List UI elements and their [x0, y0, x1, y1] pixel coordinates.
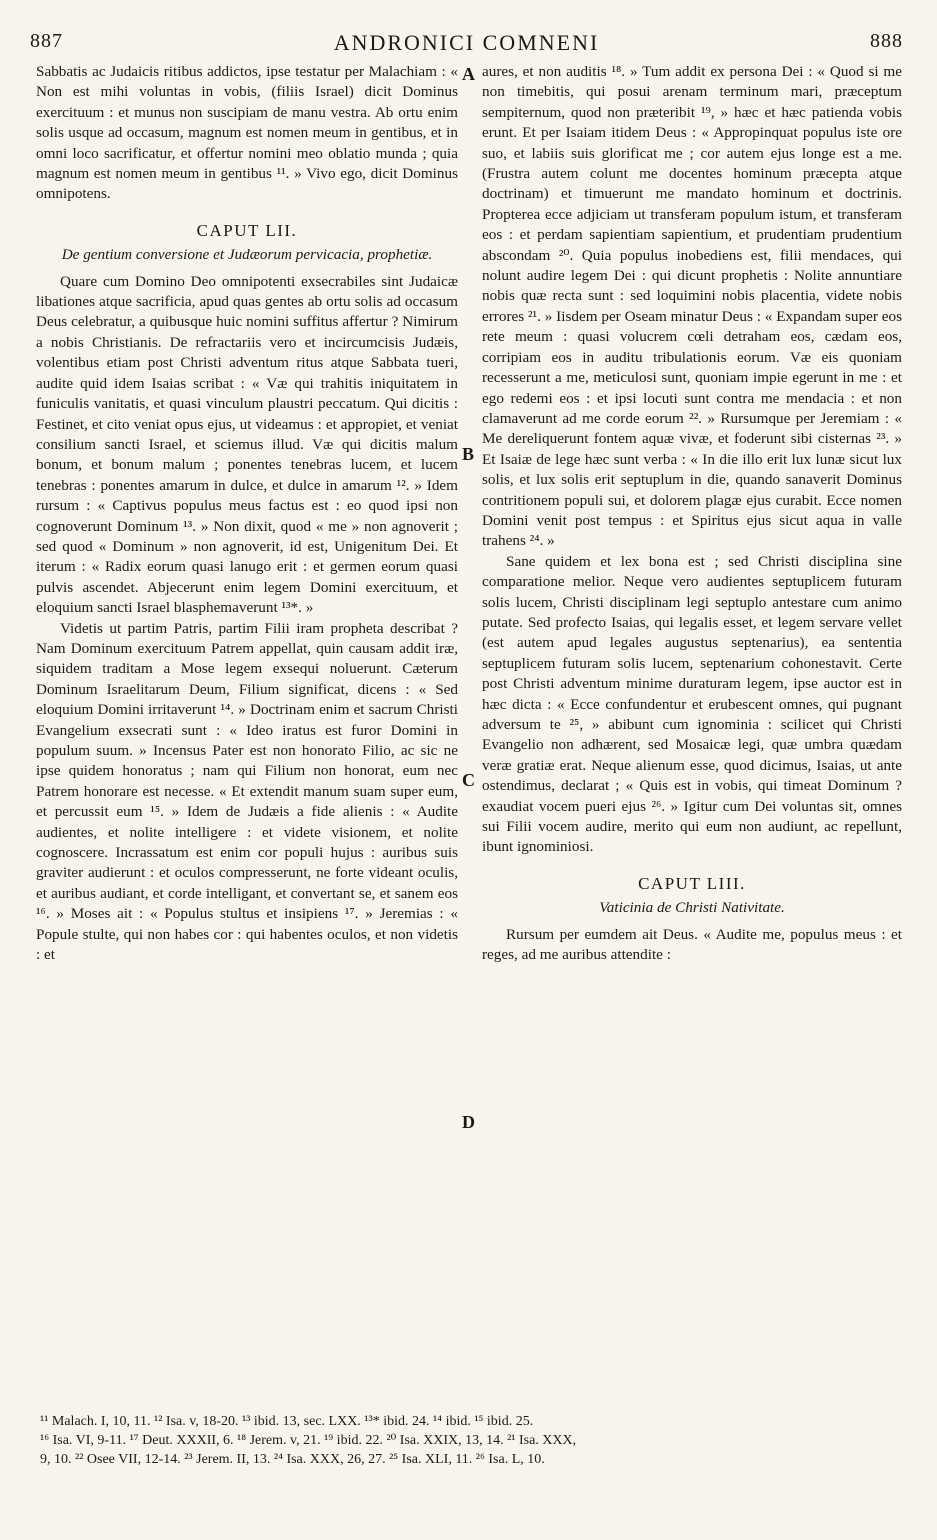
- margin-letter-d: D: [462, 1112, 475, 1132]
- paragraph: Videtis ut partim Patris, partim Filii iram propheta describat ? Nam Dominum exercituum Patrem appellat, quin causam addit iræ, siquidem traditam a Mose legem exsequi noluerunt. Cæterum Dominum Israelitarum Deum, Filium significat, dicens : « Sed eloquium Domini irritaverunt ¹⁴. » Doctrinam enim et sacrum Christi Evangelium exsecrati sunt : « Ideo iratus est furor Domini in populum suum. » Incensus Pater est non honorato Filio, ac sic ne ipse quidem honoratus ; nam qui Filium non honorat, eum nec Patrem honorare est necesse. « Et extendit manum suam super eum, et percussit eum ¹⁵. » Idem de Judæis a fide alienis : « Audite audientes, et nolite intelligere : et videte visionem, et nolite cognoscere. Incrassatum est enim cor populi hujus : auribus suis graviter audierunt : et oculos compresserunt, ne forte videant oculis, et auribus audiant, et corde intelligant, et convertant se, et sanem eos ¹⁶. » Moses ait : « Populus stultus et insipiens ¹⁷. » Jeremias : « Popule stulte, qui non habes cor : qui habentes oculos, et non videtis : et: [36, 619, 458, 964]
- page-number-left: 887: [30, 30, 63, 52]
- paragraph: Sane quidem et lex bona est ; sed Christi disciplina sine comparatione melior. Neque vero audientes septuplicem futuram solis lucem, Christi disciplinam legi septuplo antestare cum animo putate. Sed profecto Isaias, qui legalis esset, et legem servare vellet (est autem apud legales augustus septenarius), ea sententia septuplicem futuram solis lucem, septenarium cohonestavit. Certe post Christi adventum minime duraturam legem, ipse auctor est in hæc dicta : « Ecce confundentur et erubescent omnes, qui pugnant adversum te ²⁵, » abibunt cum ignominia : scilicet qui Christi Evangelio non adhærent, sed Mosaicæ legi, quæ umbra quædam veræ gratiæ erat. Neque alienum esse, quod dicimus, Isaias, ut ante ostendimus, declarat ; « Quis est in vobis, qui timeat Dominum ? exaudiat vocem pueri ejus ²⁶. » Igitur cum Dei voluntas sit, omnes sui Filii vocem audire, merito qui eum non audiunt, ac repellunt, ibunt ignominiosi.: [482, 552, 902, 856]
- paragraph: aures, et non auditis ¹⁸. » Tum addit ex persona Dei : « Quod si me non timebitis, qui posui arenam terminum mari, præceptum sempiternum, quod non præteribit ¹⁹, » hæc et hæc patienda vobis erunt. Et per Isaiam itidem Deus : « Appropinquat populus iste ore suo, et labiis suis glorificat me ; cor autem ejus longe est a me. (Frustra autem colunt me docentes hominum præcepta atque doctrinam) et timuerunt me mandato hominum et doctrinis. Propterea ecce adjiciam ut transferam populum istum, et transferam eos : et perdam sapientiam sapientium, et prudentiam prudentium abscondam ²⁰. Quia populus inobediens est, filii mendaces, qui nolunt audire legem Dei : qui dicunt prophetis : Nolite annuntiare nobis quæ recta sunt : sed loquimini nobis placentia, videte nobis errores ²¹. » Iisdem per Oseam minatur Deus : « Expandam super eos rete meum : quasi volucrem cœli detraham eos, cædam eos, corripiam eos in auditu tribulationis eorum. Væ eis quoniam recesserunt a me, meticulosi sunt, quoniam impie egerunt in me : et ego redemi eos : et ipsi locuti sunt contra me mendacia : et non clamaverunt ad me corde eorum ²². » Rursumque per Jeremiam : « Me dereliquerunt fontem aquæ vivæ, et foderunt sibi cisternas ²³. » Et Isaiæ de lege hæc sunt verba : « In die illo erit lux lunæ sicut lux solis, et lux solis erit septuplum in die, quando sanaverit Dominus contritionem populi sui, et dolorem plagæ ejus curabit. Ecce nomen Domini venit post tempus : et Spiritus ejus sicut aqua in valle trahens ²⁴. »: [482, 63, 902, 550]
- chapter-heading: CAPUT LIII.: [638, 873, 746, 893]
- chapter-subtitle: Vaticinia de Christi Nativitate.: [599, 899, 785, 917]
- chapter-heading: CAPUT LII.: [196, 220, 298, 240]
- chapter-subtitle: De gentium conversione et Judæorum pervicacia, prophetiæ.: [61, 246, 433, 264]
- footnote-line: ¹⁶ Isa. VI, 9-11. ¹⁷ Deut. XXXII, 6. ¹⁸ Jerem. v, 21. ¹⁹ ibid. 22. ²⁰ Isa. XXIX, 13, 14. ²¹ Isa. XXX,: [40, 1433, 577, 1448]
- paragraph: Quare cum Domino Deo omnipotenti exsecrabiles sint Judaicæ libationes atque sacrificia, apud quas gentes ab ortu solis ad occasum Deus celebratur, a quibusque huic nomini suffitus affertur ? Nimirum a nobis Christianis. De refractariis vero et incircumcisis Judæis, volentibus etiam post Christi adventum ritus atque Sabbata tueri, audite quid idem Isaias scribat : « Væ qui trahitis iniquitatem in funiculis vanitatis, et quasi vinculum plaustri peccatum. Qui dicitis : Festinet, et cito veniat opus ejus, ut videamus : et appropiet, et veniat consilium sancti Israel, et sciemus illud. Væ qui dicitis malum bonum, et bonum malum ; ponentes tenebras lucem, et lucem tenebras : ponentes amarum in dulce, et dulce in amarum ¹². » Idem rursum : « Captivus populus meus factus est : eo quod ipsi non cognoverunt Dominum ¹³. » Non dixit, quod « me » non agnoverit ; sed quod « Dominum » non agnoverit, id est, Unigenitum Dei. Et iterum : « Radix eorum quasi lanugo erit : et germen eorum quasi pulvis ascendet. Abjecerunt enim legem Domini exercituum, et eloquium sancti Israel blasphemaverunt ¹³*. »: [36, 272, 458, 617]
- margin-letter-b: B: [462, 444, 475, 464]
- margin-letter-a: A: [462, 64, 475, 84]
- footnotes: [40, 1412, 902, 1469]
- paragraph: Rursum per eumdem ait Deus. « Audite me, populus meus : et reges, ad me auribus attendite :: [482, 925, 902, 964]
- right-column: [482, 62, 902, 965]
- running-title: ANDRONICI COMNENI: [333, 30, 600, 55]
- footnote-line: 9, 10. ²² Osee VII, 12-14. ²³ Jerem. II, 13. ²⁴ Isa. XXX, 26, 27. ²⁵ Isa. XLI, 11. ²⁶ Isa. L, 10.: [40, 1452, 545, 1467]
- margin-letter-c: C: [462, 770, 475, 790]
- paragraph: Sabbatis ac Judaicis ritibus addictos, ipse testatur per Malachiam : « Non est mihi voluntas in vobis, (filiis Israel) dicit Dominus exercituum : et munus non suscipiam de manu vestra. Ab ortu enim solis usque ad occasum, magnum est nomen meum in gentibus, et in omni loco sacrificatur, et offertur nomini meo oblatio munda ; quia magnum est nomen meum in gentibus ¹¹. » Vivo ego, dicit Dominus omnipotens.: [36, 63, 458, 203]
- page-number-right: 888: [870, 30, 903, 52]
- footnote-line: ¹¹ Malach. I, 10, 11. ¹² Isa. v, 18-20. ¹³ ibid. 13, sec. LXX. ¹³* ibid. 24. ¹⁴ ibid. ¹⁵ ibid. 25.: [40, 1414, 534, 1429]
- page-header: [30, 30, 903, 60]
- left-column: [36, 62, 458, 965]
